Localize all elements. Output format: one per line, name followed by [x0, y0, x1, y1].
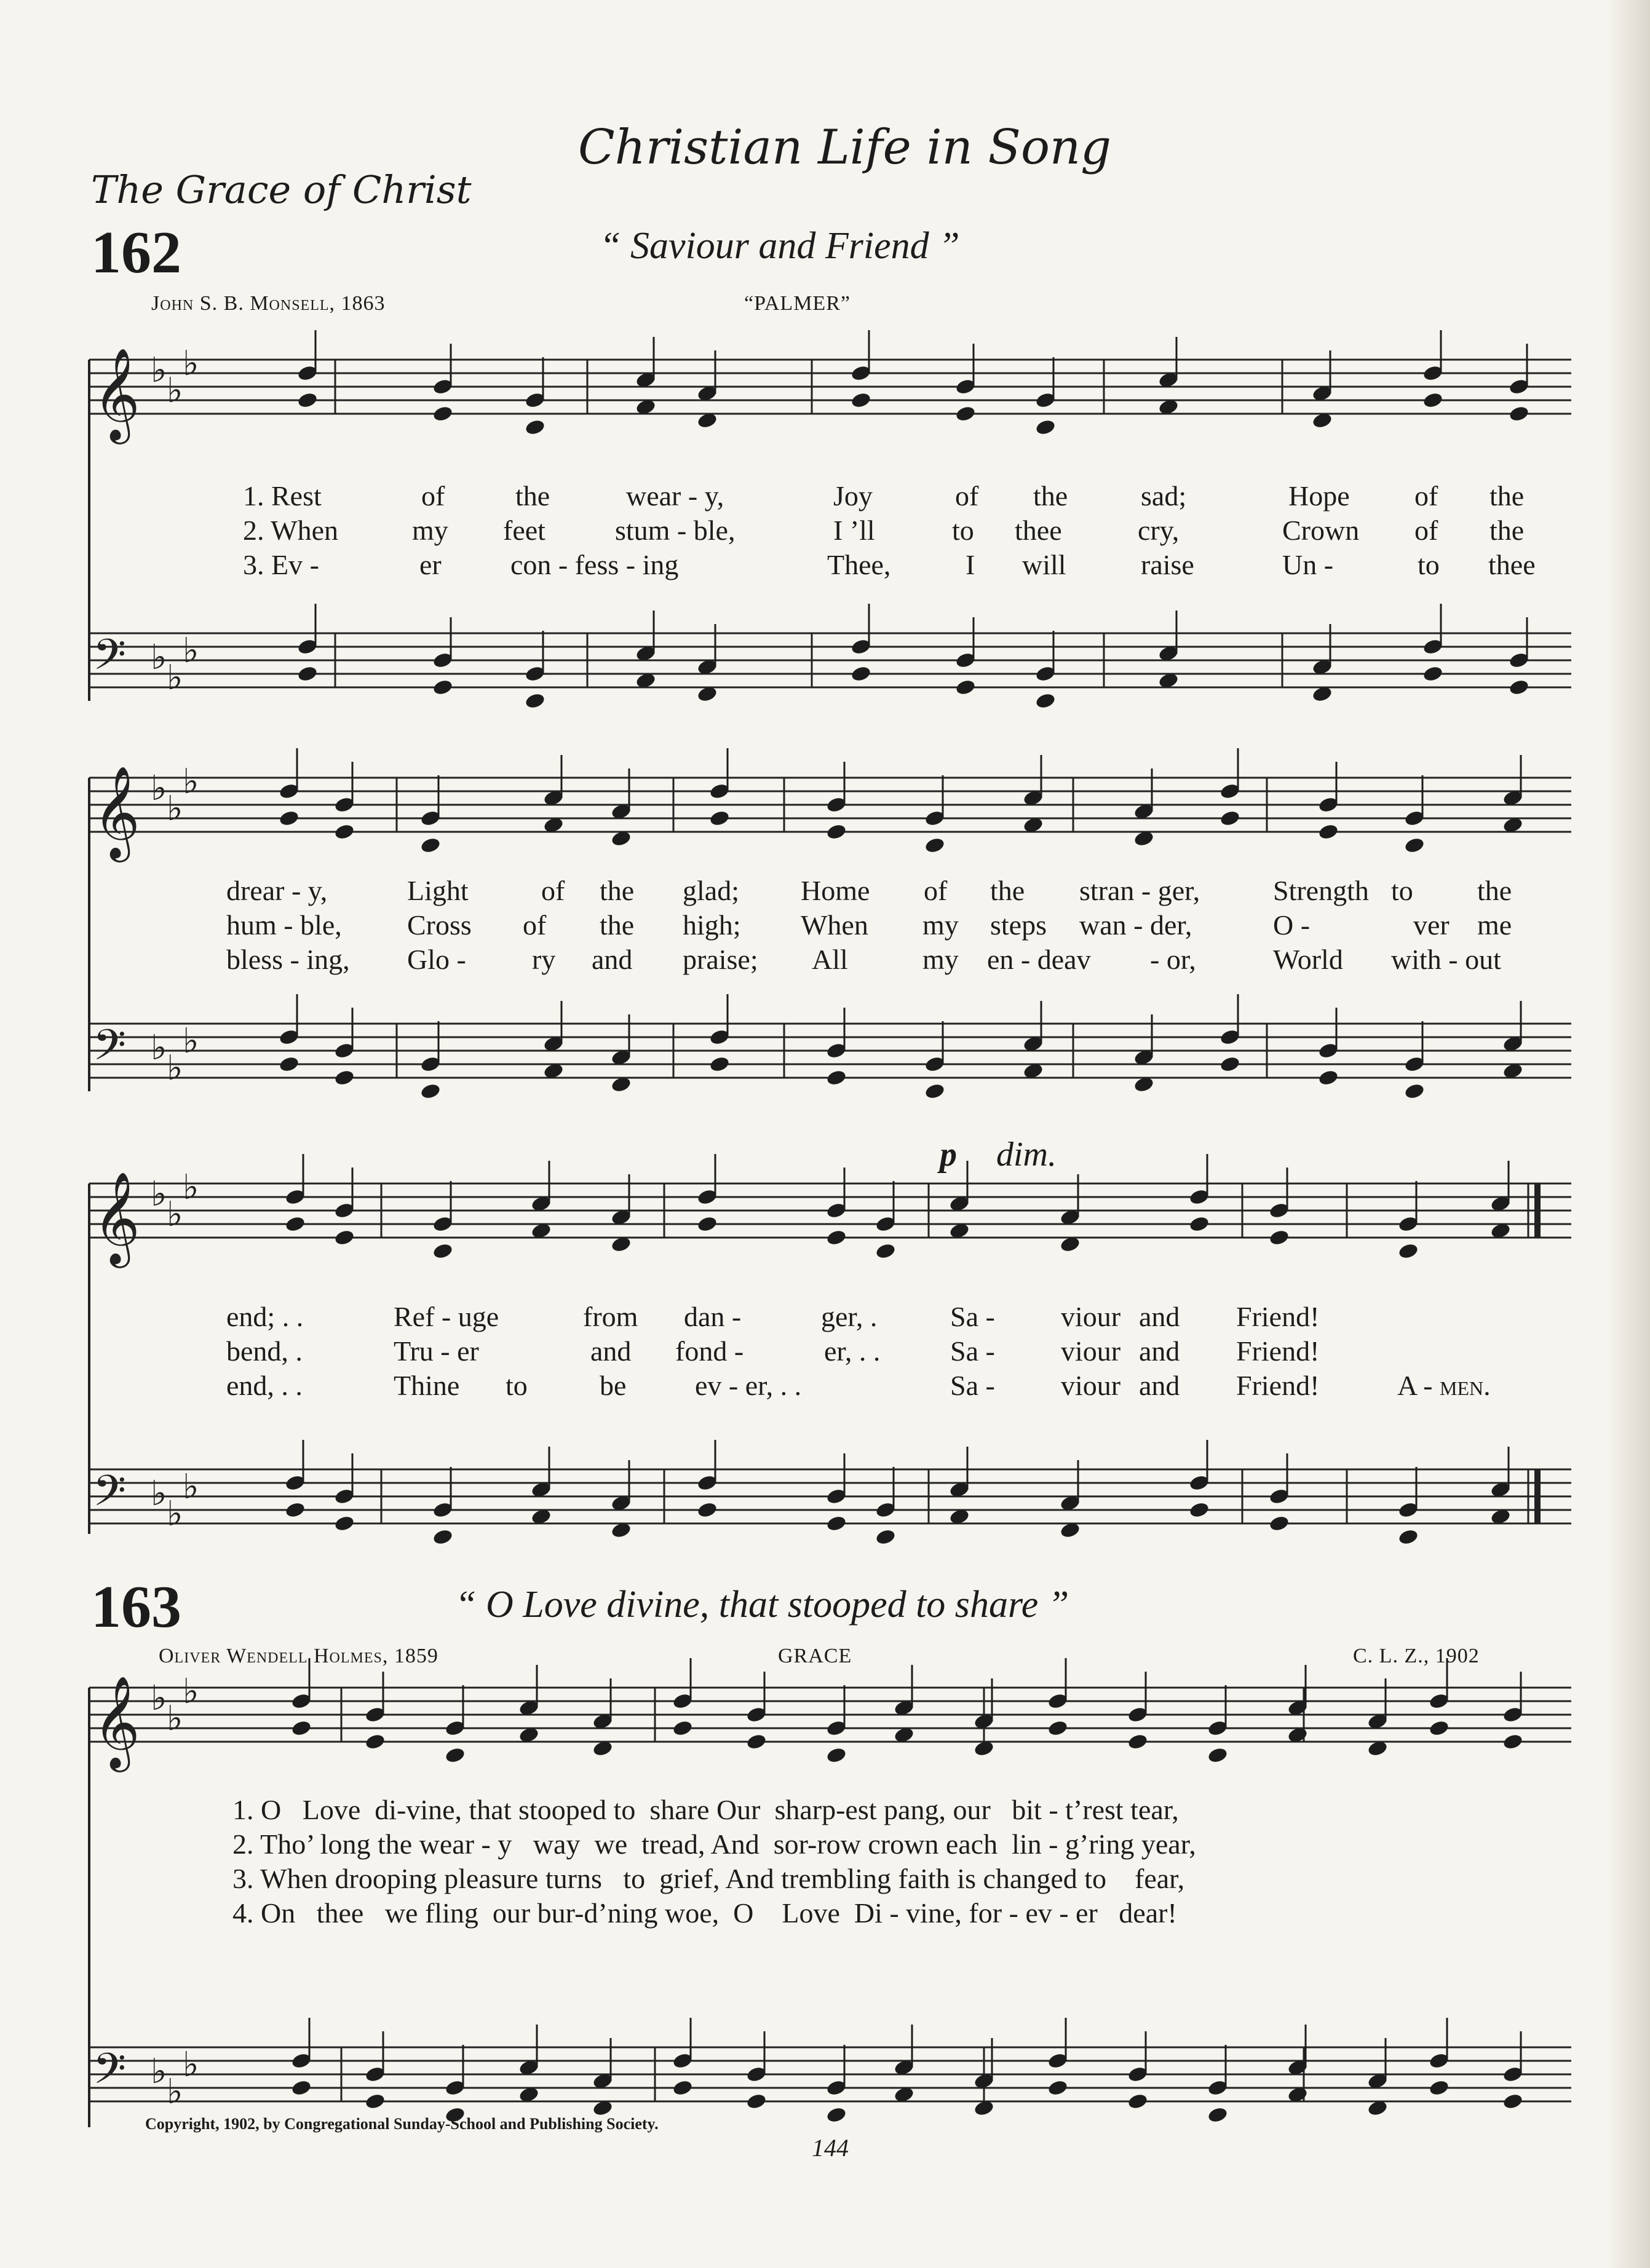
dynamic-piano: p [940, 1136, 957, 1174]
bass-4-notehead [1127, 2092, 1148, 2110]
verse-line-1: 1. O Love di-vine, that stooped to share Our sharp-est pang, our bit - t’rest tear, [232, 1794, 1179, 1825]
syllable: Hope [1288, 480, 1350, 512]
flat-sign: ♭ [183, 344, 199, 384]
melody-1-notehead [954, 405, 976, 422]
melody-3-notehead [1397, 1242, 1419, 1260]
melody-4-notehead [1047, 1719, 1068, 1737]
syllable: my [922, 944, 959, 975]
flat-sign: ♭ [151, 350, 167, 390]
syllable: con - fess - ing [510, 549, 679, 580]
bass-4-notehead [745, 2092, 767, 2110]
syllable: Ref - uge [394, 1301, 499, 1332]
syllable: 3. Ev - [243, 549, 319, 580]
flat-sign: ♭ [167, 2072, 183, 2112]
syllable: me [1477, 909, 1512, 941]
melody-4-notehead [444, 1746, 466, 1764]
bass-2-notehead [1219, 1055, 1240, 1073]
bass-2-notehead [1403, 1082, 1425, 1100]
flat-sign: ♭ [167, 371, 183, 411]
syllable: thee [1488, 549, 1536, 580]
flat-sign: ♭ [183, 631, 199, 671]
copyright-notice: Copyright, 1902, by Congregational Sunday-School and Publishing Society. [145, 2115, 659, 2133]
syllable: thee [1015, 515, 1062, 546]
syllable: Tru - er [394, 1335, 479, 1367]
melody-3-notehead [1188, 1215, 1210, 1233]
melody-4-notehead [1127, 1733, 1148, 1750]
bass-2-notehead [278, 1055, 299, 1073]
bass-3-notehead [825, 1514, 847, 1532]
syllable: en - deav [987, 944, 1091, 975]
syllable: hum - ble, [226, 909, 342, 941]
syllable: of [523, 909, 547, 941]
verse-line-4: 4. On thee we fling our bur-d’ning woe, O Love Di - vine, for - ev - er dear! [232, 1897, 1177, 1929]
bass-3-notehead [284, 1501, 306, 1519]
flat-sign: ♭ [151, 1028, 167, 1068]
syllable: the [600, 909, 635, 941]
syllable: ver [1413, 909, 1450, 941]
bass-4-notehead [1047, 2079, 1068, 2096]
syllable: and [1139, 1335, 1180, 1367]
bass-clef: 𝄢 [93, 630, 127, 690]
section-title: The Grace of Christ [91, 167, 472, 212]
bass-2-notehead [1317, 1069, 1339, 1086]
syllable: Light [407, 875, 469, 906]
syllable: ger, . [821, 1301, 878, 1332]
bass-clef: 𝄢 [93, 1020, 127, 1080]
flat-sign: ♭ [167, 658, 183, 698]
syllable: - or, [1150, 944, 1196, 975]
melody-2-notehead [278, 809, 299, 827]
syllable: of [955, 480, 979, 512]
melody-1-notehead [850, 391, 871, 409]
syllable: Thine [394, 1370, 460, 1401]
syllable: and [1139, 1370, 1180, 1401]
syllable: I ’ll [833, 515, 875, 546]
syllable: to [1391, 875, 1413, 906]
syllable: feet [503, 515, 545, 546]
syllable: Sa - [950, 1301, 995, 1332]
tune-name-162: “PALMER” [744, 292, 851, 315]
syllable: Friend! [1236, 1370, 1320, 1401]
syllable: When [801, 909, 868, 941]
syllable: be [600, 1370, 627, 1401]
syllable: of [1414, 480, 1438, 512]
melody-2-notehead [1317, 823, 1339, 840]
hymn-title-163: “ O Love divine, that stooped to share ” [455, 1584, 1069, 1626]
bass-2-notehead [924, 1082, 945, 1100]
bass-1-notehead [524, 692, 545, 709]
melody-2-notehead [1403, 836, 1425, 854]
syllable: of [421, 480, 445, 512]
syllable: bend, . [226, 1335, 303, 1367]
melody-1-notehead [432, 405, 453, 422]
bass-1-notehead [296, 665, 318, 682]
melody-3-notehead [875, 1242, 896, 1260]
melody-1-notehead [1508, 405, 1529, 422]
flat-sign: ♭ [183, 1467, 199, 1507]
melody-3-notehead [1268, 1228, 1290, 1246]
bass-3-notehead [432, 1528, 453, 1546]
bass-clef: 𝄢 [93, 2044, 127, 2104]
syllable: and [590, 1335, 632, 1367]
melody-1-notehead [524, 418, 545, 436]
tune-name-163: GRACE [778, 1645, 852, 1667]
syllable: glad; [683, 875, 739, 906]
melody-2-notehead [419, 836, 441, 854]
syllable: fond - [675, 1335, 744, 1367]
bass-1-notehead [1034, 692, 1056, 709]
syllable: the [1489, 480, 1525, 512]
melody-3-notehead [284, 1215, 306, 1233]
bass-4-notehead [672, 2079, 693, 2096]
bass-3-notehead [333, 1514, 355, 1532]
bass-4-notehead [290, 2079, 312, 2096]
bass-2-notehead [825, 1069, 847, 1086]
syllable: sad; [1141, 480, 1187, 512]
flat-sign: ♭ [183, 1672, 199, 1712]
bass-1-notehead [432, 678, 453, 696]
syllable: Sa - [950, 1370, 995, 1401]
bass-clef: 𝄢 [93, 1466, 127, 1526]
syllable: 2. When [243, 515, 339, 546]
melody-2-notehead [825, 823, 847, 840]
syllable: stum - ble, [615, 515, 736, 546]
syllable-amen: A - men. [1397, 1370, 1491, 1401]
flat-sign: ♭ [183, 1168, 199, 1207]
syllable: viour [1061, 1301, 1121, 1332]
syllable: to [952, 515, 974, 546]
melody-4-notehead [1502, 1733, 1523, 1750]
treble-clef: 𝄞 [93, 1675, 140, 1768]
syllable: steps [990, 909, 1047, 941]
flat-sign: ♭ [151, 2052, 167, 2092]
bass-4-notehead [1207, 2106, 1228, 2124]
syllable: 1. Rest [243, 480, 322, 512]
syllable: with - out [1391, 944, 1501, 975]
syllable: the [1489, 515, 1525, 546]
syllable: my [412, 515, 448, 546]
syllable: to [506, 1370, 528, 1401]
hymn-number-162: 162 [91, 219, 181, 286]
running-head: Christian Life in Song [578, 120, 1112, 175]
flat-sign: ♭ [151, 1174, 167, 1214]
composer-credit-163: C. L. Z., 1902 [1353, 1645, 1480, 1667]
flat-sign: ♭ [167, 789, 183, 829]
syllable: Sa - [950, 1335, 995, 1367]
syllable: Friend! [1236, 1301, 1320, 1332]
melody-1-notehead [1422, 391, 1443, 409]
syllable: stran - ger, [1079, 875, 1200, 906]
syllable: high; [683, 909, 741, 941]
bass-2-notehead [333, 1069, 355, 1086]
syllable: end, . . [226, 1370, 303, 1401]
syllable: er [419, 549, 442, 580]
syllable: praise; [683, 944, 758, 975]
syllable: Thee, [827, 549, 891, 580]
syllable: the [1033, 480, 1068, 512]
syllable: the [990, 875, 1025, 906]
syllable: of [1414, 515, 1438, 546]
syllable: drear - y, [226, 875, 328, 906]
author-credit-162: John S. B. Monsell, 1863 [151, 292, 386, 315]
flat-sign: ♭ [167, 1494, 183, 1534]
flat-sign: ♭ [167, 1048, 183, 1088]
syllable: will [1022, 549, 1066, 580]
syllable: er, . . [824, 1335, 881, 1367]
bass-2-notehead [419, 1082, 441, 1100]
flat-sign: ♭ [151, 769, 167, 808]
syllable: viour [1061, 1335, 1121, 1367]
melody-4-notehead [290, 1719, 312, 1737]
bass-4-notehead [364, 2092, 386, 2110]
flat-sign: ♭ [151, 1474, 167, 1514]
bass-4-notehead [825, 2106, 847, 2124]
bass-3-notehead [1188, 1501, 1210, 1519]
melody-4-notehead [364, 1733, 386, 1750]
melody-2-notehead [924, 836, 945, 854]
melody-4-notehead [672, 1719, 693, 1737]
syllable: my [922, 909, 959, 941]
flat-sign: ♭ [151, 1678, 167, 1718]
melody-3-notehead [825, 1228, 847, 1246]
syllable: of [924, 875, 948, 906]
melody-2-notehead [1219, 809, 1240, 827]
bass-1-notehead [1508, 678, 1529, 696]
verse-line-3: 3. When drooping pleasure turns to grief, And trembling faith is changed to fear, [232, 1863, 1185, 1894]
bass-2-notehead [708, 1055, 730, 1073]
melody-3-notehead [432, 1242, 453, 1260]
flat-sign: ♭ [183, 1021, 199, 1061]
bass-3-notehead [1268, 1514, 1290, 1532]
bass-4-notehead [1428, 2079, 1450, 2096]
hymn-number-163: 163 [91, 1574, 181, 1640]
syllable: Crown [1282, 515, 1360, 546]
hymn-title-162: “ Saviour and Friend ” [600, 225, 960, 267]
melody-4-notehead [1207, 1746, 1228, 1764]
syllable: Glo - [407, 944, 466, 975]
bass-1-notehead [954, 678, 976, 696]
bass-3-notehead [875, 1528, 896, 1546]
melody-1-notehead [296, 391, 318, 409]
treble-clef: 𝄞 [93, 765, 140, 858]
syllable: ry [532, 944, 556, 975]
syllable: the [600, 875, 635, 906]
syllable: Strength [1273, 875, 1369, 906]
syllable: Friend! [1236, 1335, 1320, 1367]
syllable: Joy [833, 480, 873, 512]
bass-3-notehead [1397, 1528, 1419, 1546]
bass-1-notehead [1422, 665, 1443, 682]
syllable: Cross [407, 909, 472, 941]
syllable: raise [1141, 549, 1194, 580]
syllable: O - [1273, 909, 1311, 941]
flat-sign: ♭ [151, 638, 167, 678]
flat-sign: ♭ [183, 2045, 199, 2085]
syllable: from [583, 1301, 638, 1332]
melody-4-notehead [745, 1733, 767, 1750]
melody-3-notehead [333, 1228, 355, 1246]
bass-1-notehead [850, 665, 871, 682]
syllable: dan - [684, 1301, 742, 1332]
melody-1-notehead [1034, 418, 1056, 436]
syllable: end; . . [226, 1301, 304, 1332]
melody-3-notehead [696, 1215, 718, 1233]
syllable: I [966, 549, 975, 580]
author-credit-163: Oliver Wendell Holmes, 1859 [159, 1645, 438, 1667]
syllable: and [592, 944, 633, 975]
syllable: ev - er, . . [695, 1370, 802, 1401]
melody-2-notehead [708, 809, 730, 827]
syllable: World [1273, 944, 1343, 975]
bass-3-notehead [696, 1501, 718, 1519]
syllable: bless - ing, [226, 944, 350, 975]
flat-sign: ♭ [167, 1195, 183, 1235]
syllable: cry, [1138, 515, 1180, 546]
syllable: the [515, 480, 550, 512]
melody-2-notehead [333, 823, 355, 840]
syllable: All [812, 944, 848, 975]
syllable: Home [801, 875, 870, 906]
flat-sign: ♭ [167, 1699, 183, 1739]
syllable: wan - der, [1079, 909, 1192, 941]
page-number: 144 [812, 2134, 849, 2162]
treble-clef: 𝄞 [93, 1171, 140, 1264]
dynamic-diminuendo: dim. [996, 1136, 1057, 1174]
syllable: the [1477, 875, 1512, 906]
treble-clef: 𝄞 [93, 347, 140, 440]
syllable: viour [1061, 1370, 1121, 1401]
verse-line-2: 2. Tho’ long the wear - y way we tread, And sor-row crown each lin - g’ring year, [232, 1828, 1196, 1860]
bass-4-notehead [1502, 2092, 1523, 2110]
syllable: Un - [1282, 549, 1334, 580]
syllable: wear - y, [626, 480, 724, 512]
flat-sign: ♭ [183, 762, 199, 802]
melody-4-notehead [1428, 1719, 1450, 1737]
syllable: to [1418, 549, 1440, 580]
syllable: of [541, 875, 565, 906]
melody-4-notehead [825, 1746, 847, 1764]
syllable: and [1139, 1301, 1180, 1332]
